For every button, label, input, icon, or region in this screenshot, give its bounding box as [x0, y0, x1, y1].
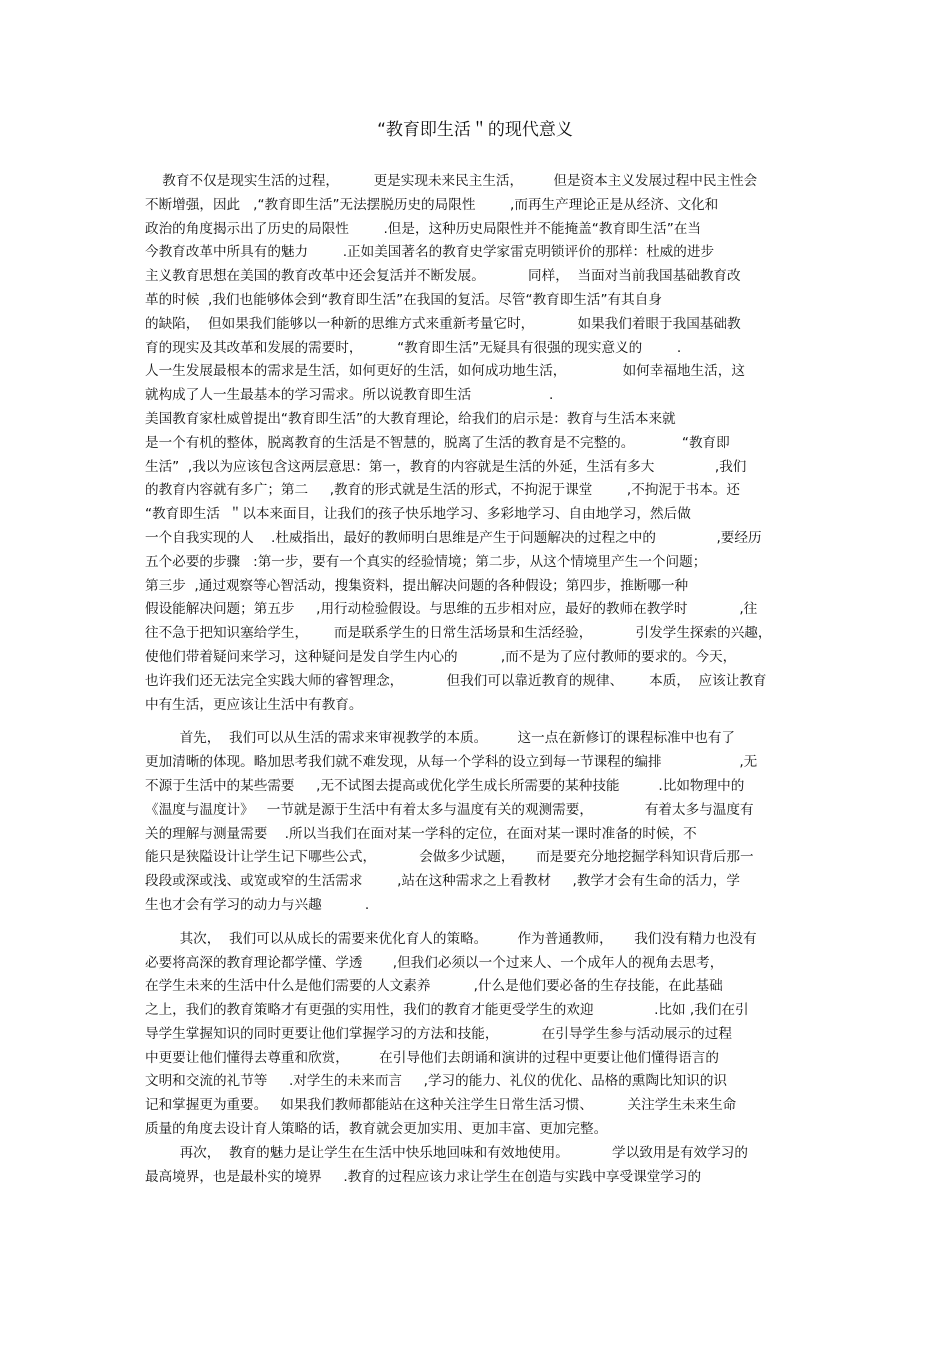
text-line: 生活” ,我以为应该包含这两层意思：第一，教育的内容就是生活的外延，生活有多大 ,我们 [145, 458, 747, 475]
text-line: 使他们带着疑问来学习，这种疑问是发自学生内心的 ,而不是为了应付教师的要求的。今天， [145, 648, 737, 665]
text-line: 也许我们还无法完全实践大师的睿智理念， 但我们可以靠近教育的规律、 本质， 应该让教育 [145, 672, 767, 689]
text-line: 美国教育家杜威曾提出“教育即生活”的大教育理论，给我们的启示是：教育与生活本来就 [145, 410, 676, 427]
text-line: 是一个有机的整体，脱离教育的生活是不智慧的，脱离了生活的教育是不完整的。 “教育即 [145, 434, 730, 451]
text-line: 首先， 我们可以从生活的需求来审视教学的本质。 这一点在新修订的课程标准中也有了 [145, 730, 736, 747]
text-line: 的教育内容就有多广；第二 ,教育的形式就是生活的形式，不拘泥于课堂 ,不拘泥于书本。还 [145, 482, 740, 499]
text-line: 主义教育思想在美国的教育改革中还会复活并不断发展。 同样， 当面对当前我国基础教育改 [145, 268, 741, 285]
text-line: 能只是狭隘设计让学生记下哪些公式， 会做多少试题， 而是要充分地挖掘学科知识背后那一 [145, 849, 754, 866]
text-line: 必要将高深的教育理论都学懂、学透 ,但我们必须以一个过来人、一个成年人的视角去思考， [145, 954, 724, 971]
text-line: 关的理解与测量需要 .所以当我们在面对某一学科的定位，在面对某一课时准备的时候，不 [145, 825, 697, 842]
text-line: 再次， 教育的魅力是让学生在生活中快乐地回味和有效地使用。 学以致用是有效学习的 [145, 1144, 748, 1161]
text-line: 最高境界，也是最朴实的境界 .教育的过程应该力求让学生在创造与实践中享受课堂学习的 [145, 1168, 702, 1185]
text-line: 中有生活，更应该让生活中有教育。 [145, 696, 363, 713]
text-line: 往不急于把知识塞给学生， 而是联系学生的日常生活场景和生活经验， 引发学生探索的兴趣， [145, 625, 772, 642]
text-line: 的缺陷， 但如果我们能够以一种新的思维方式来重新考量它时， 如果我们着眼于我国基础教 [145, 315, 741, 332]
text-line: 质量的角度去设计育人策略的话，教育就会更加实用、更加丰富、更加完整。 [145, 1121, 608, 1138]
text-line: 一个自我实现的人 .杜威指出，最好的教师明白思维是产生于问题解决的过程之中的 ,要经历 [145, 529, 762, 546]
text-line: 人一生发展最根本的需求是生活，如何更好的生活，如何成功地生活， 如何幸福地生活，这 [145, 363, 745, 380]
text-line: 在学生未来的生活中什么是他们需要的人文素养 ,什么是他们要必备的生存技能，在此基础 [145, 978, 723, 995]
text-line: 教育不仅是现实生活的过程， 更是实现未来民主生活， 但是资本主义发展过程中民主性会 [145, 173, 758, 189]
text-line: 中更要让他们懂得去尊重和欣赏， 在引导他们去朗诵和演讲的过程中更要让他们懂得语言的 [145, 1049, 719, 1066]
text-line: “教育即生活 ＂以本来面目，让我们的孩子快乐地学习、多彩地学习、自由地学习，然后做 [145, 506, 691, 523]
text-line: 不源于生活中的某些需要 ,无不试图去提高或优化学生成长所需要的某种技能 .比如物理中的 [145, 777, 745, 794]
text-line: 生也才会有学习的动力与兴趣 . [145, 896, 370, 913]
text-line: 今教育改革中所具有的魅力 .正如美国著名的教育史学家雷克明锁评价的那样：杜威的进步 [145, 244, 715, 261]
text-line: 《温度与温度计》 一节就是源于生活中有着太多与温度有关的观测需要， 有着太多与温度有 [145, 801, 754, 818]
text-line: 政治的角度揭示出了历史的局限性 .但是，这种历史局限性并不能掩盖“教育即生活”在当 [145, 220, 701, 237]
text-line: 育的现实及其改革和发展的需要时， “教育即生活”无疑具有很强的现实意义的 . [145, 339, 682, 356]
text-line: 更加清晰的体现。略加思考我们就不难发现，从每一个学科的设立到每一节课程的编排 ,无 [145, 754, 758, 771]
text-line: 段段或深或浅、或宽或窄的生活需求 ,站在这种需求之上看教材 ,教学才会有生命的活力，学 [145, 873, 740, 890]
text-line: 五个必要的步骤 :第一步，要有一个真实的经验情境；第二步，从这个情境里产生一个问题； [145, 553, 707, 570]
document-body [145, 170, 815, 1189]
text-line: 其次， 我们可以从成长的需要来优化育人的策略。 作为普通教师， 我们没有精力也没有 [145, 930, 757, 947]
text-line: 之上，我们的教育策略才有更强的实用性，我们的教育才能更受学生的欢迎 .比如 ,我们在引 [145, 1002, 749, 1019]
text-line: 文明和交流的礼节等 .对学生的未来而言 ,学习的能力、礼仪的优化、品格的熏陶比知识的识 [145, 1073, 728, 1090]
text-line: 就构成了人一生最基本的学习需求。所以说教育即生活 . [145, 387, 554, 404]
text-line: 记和掌握更为重要。 如果我们教师都能站在这种关注学生日常生活习惯、 关注学生未来生命 [145, 1097, 737, 1114]
text-line: 不断增强，因此 ,“教育即生活”无法摆脱历史的局限性 ,而再生产理论正是从经济、文化和 [145, 196, 719, 213]
document-title: “教育即生活＂的现代意义 [377, 120, 573, 140]
text-line: 革的时候 ,我们也能够体会到“教育即生活”在我国的复活。尽管“教育即生活”有其自身 [145, 291, 662, 308]
text-line: 第三步 ,通过观察等心智活动，搜集资料，提出解决问题的各种假设；第四步，推断哪一种 [145, 577, 689, 594]
text-line: 导学生掌握知识的同时更要让他们掌握学习的方法和技能， 在引导学生参与活动展示的过程 [145, 1025, 732, 1042]
text-line: 假设能解决问题；第五步 ,用行动检验假设。与思维的五步相对应，最好的教师在教学时 ,往 [145, 601, 758, 618]
